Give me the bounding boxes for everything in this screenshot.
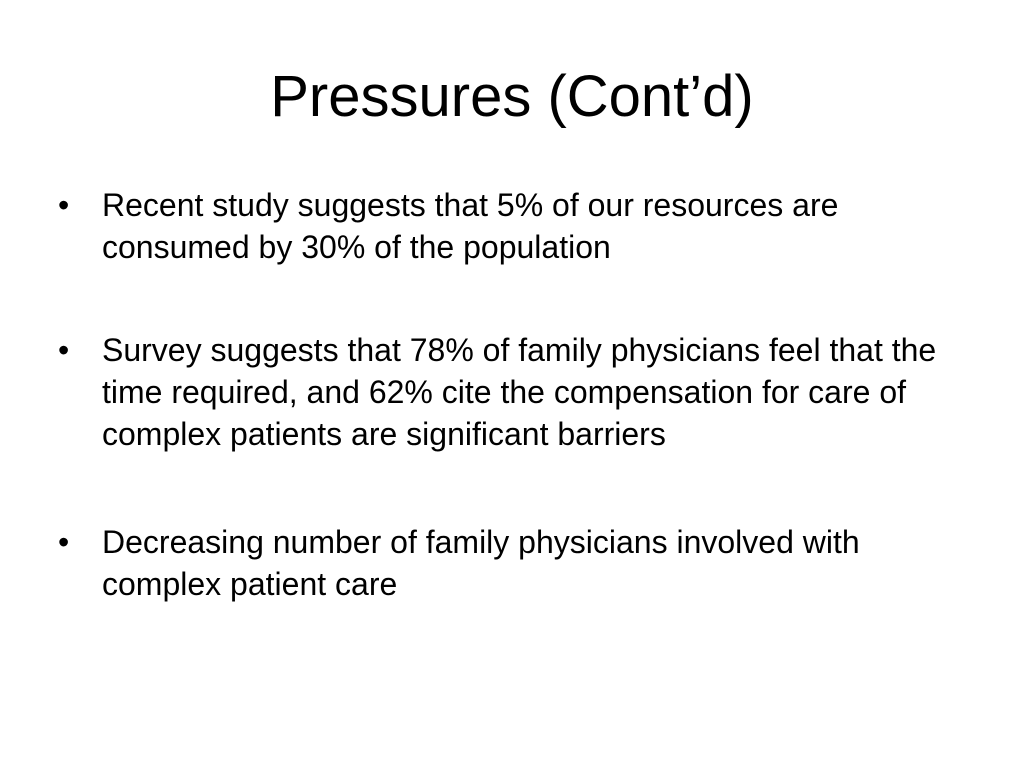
slide-title: Pressures (Cont’d)	[270, 64, 754, 129]
bullet-item-survey	[58, 329, 968, 455]
bullet-text-survey: Survey suggests that 78% of family physicians feel that the time required, and 62% cite the compensation for care of complex patients are significant barriers	[102, 332, 937, 452]
bullet-text-resources: Recent study suggests that 5% of our resources are consumed by 30% of the population	[102, 187, 839, 265]
bullet-icon: •	[58, 524, 70, 560]
bullet-text-decreasing: Decreasing number of family physicians involved with complex patient care	[102, 524, 860, 602]
bullet-icon: •	[58, 332, 70, 368]
bullet-list	[58, 184, 968, 666]
bullet-icon: •	[58, 187, 70, 223]
bullet-item-decreasing	[58, 521, 968, 605]
bullet-item-resources	[58, 184, 968, 268]
